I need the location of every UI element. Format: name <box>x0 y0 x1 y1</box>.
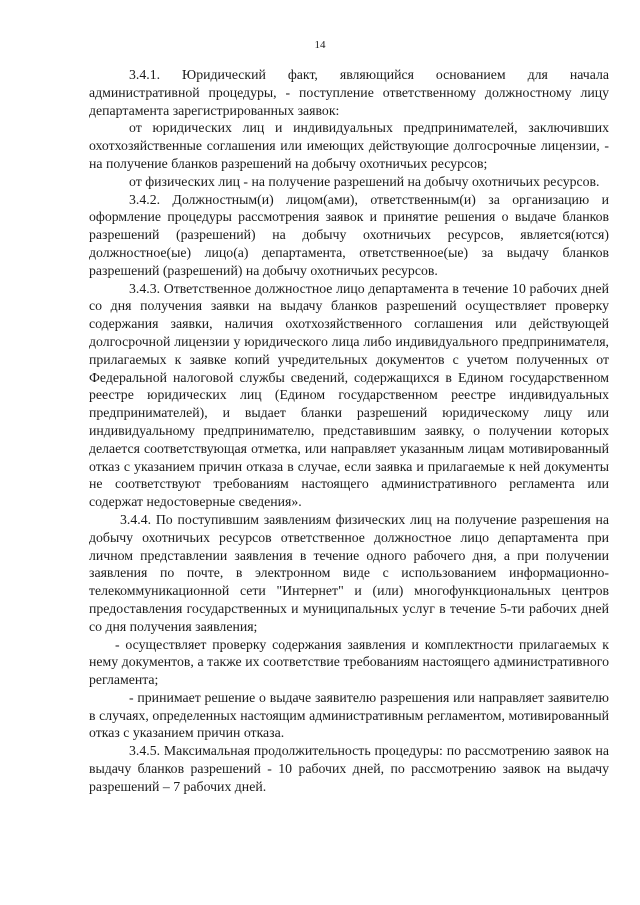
paragraph-decision-step: - принимает решение о выдаче заявителю разрешения или направляет заявителю в случаях, определенных настоящим административным регламентом, мотивированный отказ с указанием причин отказа. <box>89 689 609 741</box>
paragraph-check-step: - осуществляет проверку содержания заявления и комплектности прилагаемых к нему документов, а также их соответствие требованиям настоящего административного регламента; <box>89 636 609 688</box>
document-body <box>89 66 609 796</box>
paragraph-3-4-4: 3.4.4. По поступившим заявлениям физических лиц на получение разрешения на добычу охотничьих ресурсов ответственное должностное лицо департамента при личном представлении заявления в течение одного рабочего дня, а при получении заявления по почте, в электронном виде с использованием информационно-телекоммуникационной сети "Интернет" и (или) многофункциональных центров предоставления государственных и муниципальных услуг в течение 5-ти рабочих дней со дня получения заявления; <box>89 511 609 634</box>
paragraph-legal-entities: от юридических лиц и индивидуальных предпринимателей, заключивших охотхозяйственные соглашения или имеющих действующие долгосрочные лицензии, - на получение бланков разрешений на добычу охотничьих ресурсов; <box>89 120 609 171</box>
paragraph-3-4-1: 3.4.1. Юридический факт, являющийся основанием для начала административной процедуры, - поступление ответственному должностному лицу департамента зарегистрированных заявок: <box>89 67 609 118</box>
paragraph-3-4-5: 3.4.5. Максимальная продолжительность процедуры: по рассмотрению заявок на выдачу бланков разрешений - 10 рабочих дней, по рассмотрению заявок на выдачу разрешений – 7 рабочих дней. <box>89 743 609 794</box>
paragraph-3-4-2: 3.4.2. Должностным(и) лицом(ами), ответственным(и) за организацию и оформление процедуры рассмотрения заявок и принятие решения о выдаче бланков разрешений (разрешений) на добычу охотничьих ресурсов, является(ются) должностное(ые) лицо(а) департамента, ответственное(ые) за выдачу бланков разрешений (разрешений) на добычу охотничьих ресурсов. <box>89 191 609 278</box>
paragraph-3-4-3: 3.4.3. Ответственное должностное лицо департамента в течение 10 рабочих дней со дня получения заявки на выдачу бланков разрешений осуществляет проверку содержания заявки, наличия охотхозяйственного соглашения или действующей долгосрочной лицензии у юридического лица либо индивидуального предпринимателя, прилагаемых к заявке копий учредительных документов с учетом полученных от Федеральной налоговой службы сведений, содержащихся в Едином государственном реестре юридических лиц (Едином государственном реестре индивидуальных предпринимателей), и выдает бланки разрешений юридическому лицу или индивидуальному предпринимателю, представившим заявку, о получении которых делается соответствующая отметка, или направляет указанным лицам мотивированный отказ с указанием причин отказа в случае, если заявка и прилагаемые к ней документы не соответствуют требованиям настоящего административного регламента или содержат недостоверные сведения». <box>89 280 609 510</box>
paragraph-individuals: от физических лиц - на получение разрешений на добычу охотничьих ресурсов. <box>129 173 600 189</box>
page-number: 14 <box>314 39 326 51</box>
